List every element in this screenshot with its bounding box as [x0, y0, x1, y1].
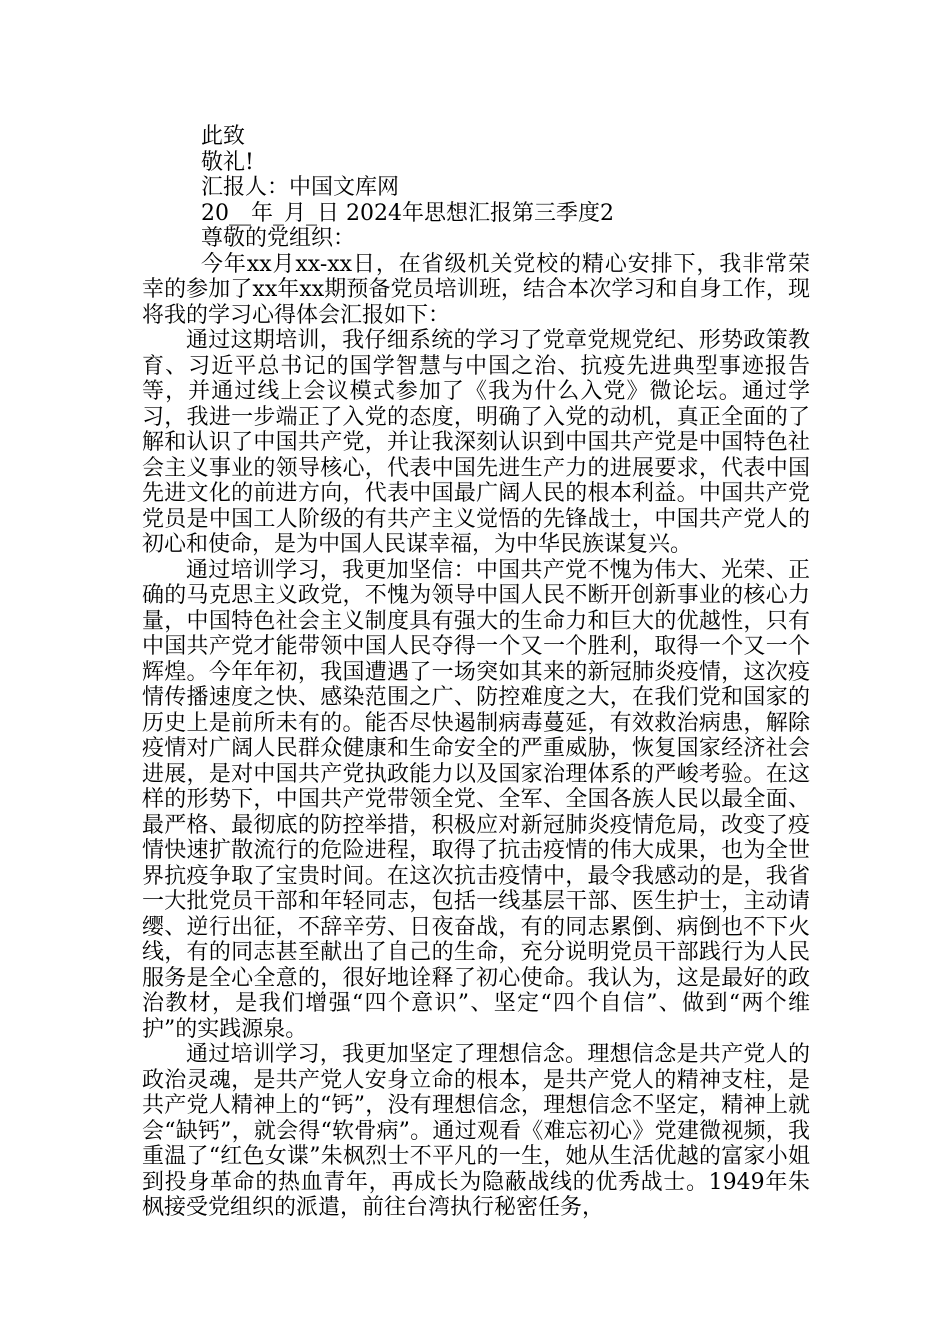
- paragraph-belief: 通过培训学习，我更加坚信：中国共产党不愧为伟大、光荣、正确的马克思主义政党，不愧为领导中国人民不断开创新事业的核心力量，中国特色社会主义制度具有强大的生命力和巨大的优越性，只有中国共产党才能带领中国人民夺得一个又一个胜利，取得一个又一个辉煌。今年年初，我国遭遇了一场突如其来的新冠肺炎疫情，这次疫情传播速度之快、感染范围之广、防控难度之大，在我们党和国家的历史上是前所未有的。能否尽快遏制病毒蔓延，有效救治病患，解除疫情对广阔人民群众健康和生命安全的严重威胁，恢复国家经济社会进展，是对中国共产党执政能力以及国家治理体系的严峻考验。在这样的形势下，中国共产党带领全党、全军、全国各族人民以最全面、最严格、最彻底的防控举措，积极应对新冠肺炎疫情危局，改变了疫情快速扩散流行的危险进程，取得了抗击疫情的伟大成果，也为全世界抗疫争取了宝贵时间。在这次抗击疫情中，最令我感动的是，我省一大批党员干部和年轻同志，包括一线基层干部、医生护士，主动请缨、逆行出征，不辞辛劳、日夜奋战，有的同志累倒、病倒也不下火线，有的同志甚至献出了自己的生命，充分说明党员干部践行为人民服务是全心全意的，很好地诠释了初心使命。我认为，这是最好的政治教材，是我们增强“四个意识”、坚定“四个自信”、做到“两个维护”的实践源泉。: [142, 557, 810, 1042]
- closing-salutation: 此致: [201, 124, 246, 149]
- paragraph-ideals: 通过培训学习，我更加坚定了理想信念。理想信念是共产党人的政治灵魂，是共产党人安身立命的根本，是共产党人的精神支柱，是共产党人精神上的“钙”，没有理想信念，理想信念不坚定，精神上就会“缺钙”，就会得“软骨病”。通过观看《难忘初心》党建微视频，我重温了“红色女谍”朱枫烈士不平凡的一生，她从生活优越的富家小姐到投身革命的热血青年，再成长为隐蔽战线的优秀战士。1949年朱枫接受党组织的派遣，前往台湾执行秘密任务，: [142, 1042, 810, 1220]
- closing-respect: 敬礼!: [201, 149, 254, 175]
- date-and-title: 20__年_月_日 2024年思想汇报第三季度2: [201, 200, 614, 226]
- greeting: 尊敬的党组织：: [201, 226, 356, 251]
- reporter-line: 汇报人：中国文库网: [201, 175, 400, 200]
- document-page: [142, 124, 810, 1221]
- paragraph-intro: 今年xx月xx-xx日，在省级机关党校的精心安排下，我非常荣幸的参加了xx年xx期预备党员培训班，结合本次学习和自身工作，现将我的学习心得体会汇报如下：: [142, 251, 810, 328]
- paragraph-training: 通过这期培训，我仔细系统的学习了党章党规党纪、形势政策教育、习近平总书记的国学智慧与中国之治、抗疫先进典型事迹报告等，并通过线上会议模式参加了《我为什么入党》微论坛。通过学习，我进一步端正了入党的态度，明确了入党的动机，真正全面的了解和认识了中国共产党，并让我深刻认识到中国共产党是中国特色社会主义事业的领导核心，代表中国先进生产力的进展要求，代表中国先进文化的前进方向，代表中国最广阔人民的根本利益。中国共产党党员是中国工人阶级的有共产主义觉悟的先锋战士，中国共产党人的初心和使命，是为中国人民谋幸福，为中华民族谋复兴。: [142, 328, 810, 557]
